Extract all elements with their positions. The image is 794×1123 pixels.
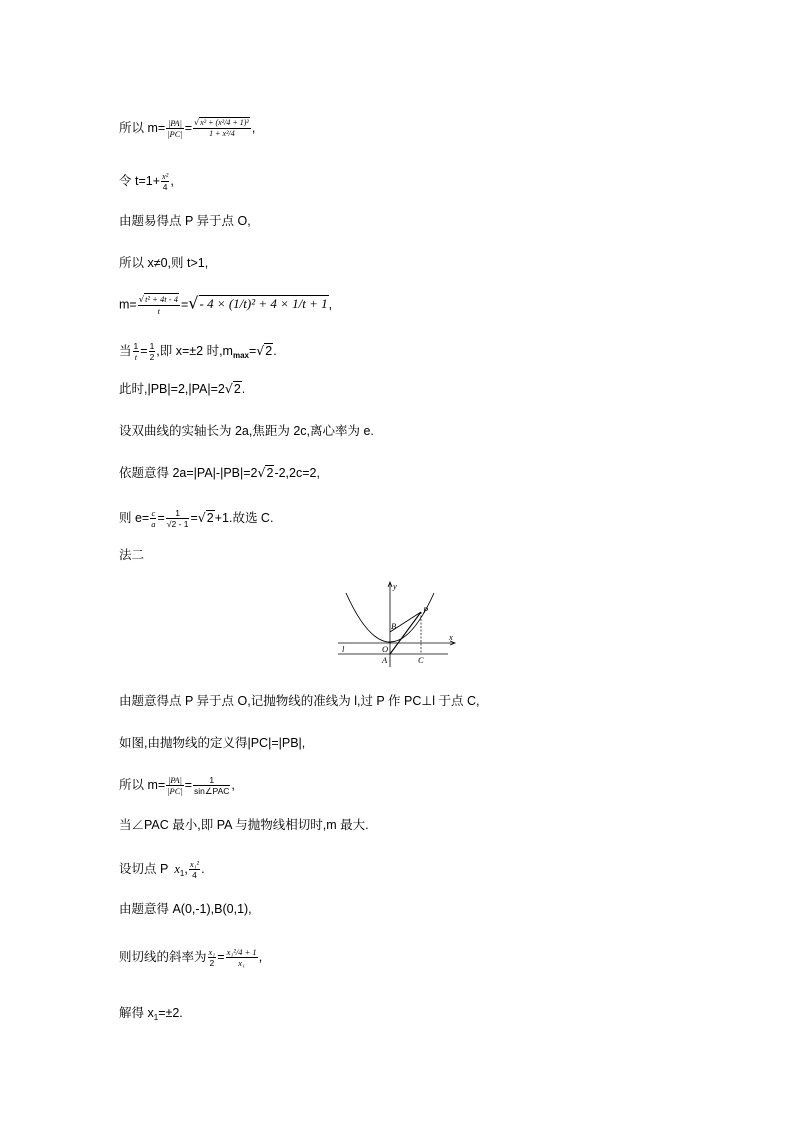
text: .: [241, 382, 246, 396]
text: ,: [258, 949, 263, 964]
numerator: 1: [133, 341, 139, 351]
subscript: max: [232, 350, 249, 360]
text-line: 当∠PAC 最小,即 PA 与抛物线相切时,m 最大.: [119, 818, 369, 832]
numerator: x²: [162, 171, 169, 181]
eq-eccentricity: [119, 508, 273, 529]
text: 所以 m=: [119, 120, 166, 135]
equals: =: [180, 297, 189, 312]
text: 依题意得 2a=|PA|-|PB|=2: [119, 466, 258, 480]
subscript: 1: [153, 1013, 159, 1022]
denominator: x₁: [238, 958, 245, 968]
text: 解得 x: [119, 1006, 154, 1020]
equals: =: [248, 343, 257, 358]
radicand: 2: [266, 466, 274, 480]
denominator: √2 - 1: [166, 519, 189, 529]
text-line: 由题意得点 P 异于点 O,记抛物线的准线为 l,过 P 作 PC⊥l 于点 C,: [119, 694, 480, 708]
numerator: x₁²: [189, 859, 200, 869]
sqrt-sign: √: [257, 465, 266, 480]
sqrt-sign: √: [224, 381, 233, 396]
text: ,即 x=±2 时,m: [156, 343, 233, 358]
text: -2,2c=2,: [274, 466, 320, 480]
denominator: sin∠PAC: [194, 786, 230, 796]
fraction: [193, 118, 251, 139]
sqrt-sign: √: [138, 295, 145, 305]
text: x: [174, 861, 180, 876]
fraction: [189, 859, 200, 880]
numerator: x₁²/4 + 1: [226, 947, 257, 957]
equals: =: [157, 510, 165, 525]
label-y: y: [393, 581, 397, 591]
text: 则切线的斜率为: [119, 949, 207, 964]
text: 此时,|PB|=2,|PA|=2: [119, 382, 225, 396]
eq-when-t: [119, 341, 277, 363]
fraction: [133, 341, 140, 362]
label-c: C: [418, 655, 424, 665]
label-l: l: [342, 644, 345, 654]
numerator: 1: [193, 775, 230, 786]
eq-slope: [119, 947, 262, 968]
label-a: A: [382, 655, 388, 665]
radicand: 2: [206, 510, 214, 525]
sqrt-sign: √: [194, 118, 200, 127]
denominator: 4: [162, 182, 168, 192]
radicand: - 4 × (1/t)² + 4 × 1/t + 1: [199, 296, 328, 312]
text: 设切点 P: [119, 861, 169, 876]
denominator: 2: [149, 352, 155, 362]
radicand: 2: [233, 382, 241, 396]
radicand: 2: [265, 343, 273, 358]
text: 则 e=: [119, 510, 150, 525]
fraction: [166, 508, 190, 529]
label-b: B: [391, 621, 397, 631]
numerator: 1: [149, 341, 155, 351]
eq-m-ratio: [119, 118, 255, 139]
parabola-figure: [336, 579, 458, 669]
text: 令 t=1+: [119, 173, 160, 188]
eq-solution: [119, 1006, 183, 1025]
text: m=: [119, 297, 137, 312]
fraction: [226, 947, 258, 968]
eq-pb-pa: [119, 382, 245, 396]
numerator: |PA|: [167, 118, 182, 128]
denominator: a: [151, 519, 156, 529]
denominator: 2: [209, 958, 215, 968]
sqrt-sign: √: [256, 342, 265, 358]
text: 所以 m=: [119, 777, 166, 792]
text: ,: [251, 120, 256, 135]
fraction: [208, 947, 217, 968]
text: ,: [231, 777, 235, 792]
fraction: [149, 341, 156, 362]
eq-let-t: [119, 171, 174, 192]
equals: =: [217, 949, 225, 964]
text-line: 设双曲线的实轴长为 2a,焦距为 2c,离心率为 e.: [119, 424, 374, 438]
subscript: 1: [179, 868, 185, 878]
text: =±2.: [158, 1006, 183, 1020]
equals: =: [140, 343, 148, 358]
section-heading: 法二: [119, 548, 145, 562]
eq-m-sin: [119, 775, 235, 796]
text: .: [201, 861, 205, 876]
tangent-line: [390, 612, 421, 654]
label-p: P: [423, 605, 429, 615]
denominator: 1 + x²/4: [209, 129, 235, 138]
text-line: 由题易得点 P 异于点 O,: [119, 214, 251, 228]
fraction: [150, 508, 156, 529]
sqrt-sign: √: [197, 509, 206, 525]
fraction: [138, 294, 180, 316]
eq-m-t: [119, 294, 332, 316]
denominator: 4: [192, 870, 197, 880]
radicand: t² + 4t - 4: [145, 294, 178, 304]
label-o: O: [382, 644, 389, 654]
text-line: 所以 x≠0,则 t>1,: [119, 256, 209, 270]
text: ,: [170, 173, 174, 188]
text-line: 如图,由抛物线的定义得|PC|=|PB|,: [119, 736, 306, 750]
sqrt-sign: √: [188, 293, 199, 313]
radicand: x² + (x²/4 + 1)²: [200, 118, 249, 127]
numerator: c: [151, 508, 156, 518]
fraction: [166, 118, 184, 139]
numerator: |PA|: [167, 775, 182, 785]
text-line: 由题意得 A(0,-1),B(0,1),: [119, 902, 252, 916]
equals: =: [190, 510, 198, 525]
denominator: |PC|: [167, 786, 183, 796]
text: 当: [119, 343, 132, 358]
label-x: x: [449, 632, 453, 642]
denominator: t: [134, 352, 138, 362]
numerator: 1: [166, 508, 190, 519]
denominator: t: [157, 306, 161, 316]
text: ,: [184, 861, 188, 876]
text: ,: [328, 297, 333, 312]
equals: =: [184, 120, 193, 135]
text: +1.故选 C.: [214, 510, 274, 525]
eq-tangent-point: [119, 859, 205, 881]
fraction: [193, 775, 230, 796]
fraction: [161, 171, 169, 192]
eq-2a: [119, 466, 320, 480]
fraction: [166, 775, 184, 796]
denominator: |PC|: [167, 129, 183, 139]
equals: =: [184, 777, 193, 792]
numerator: x₁: [208, 947, 216, 957]
text: .: [273, 343, 277, 358]
